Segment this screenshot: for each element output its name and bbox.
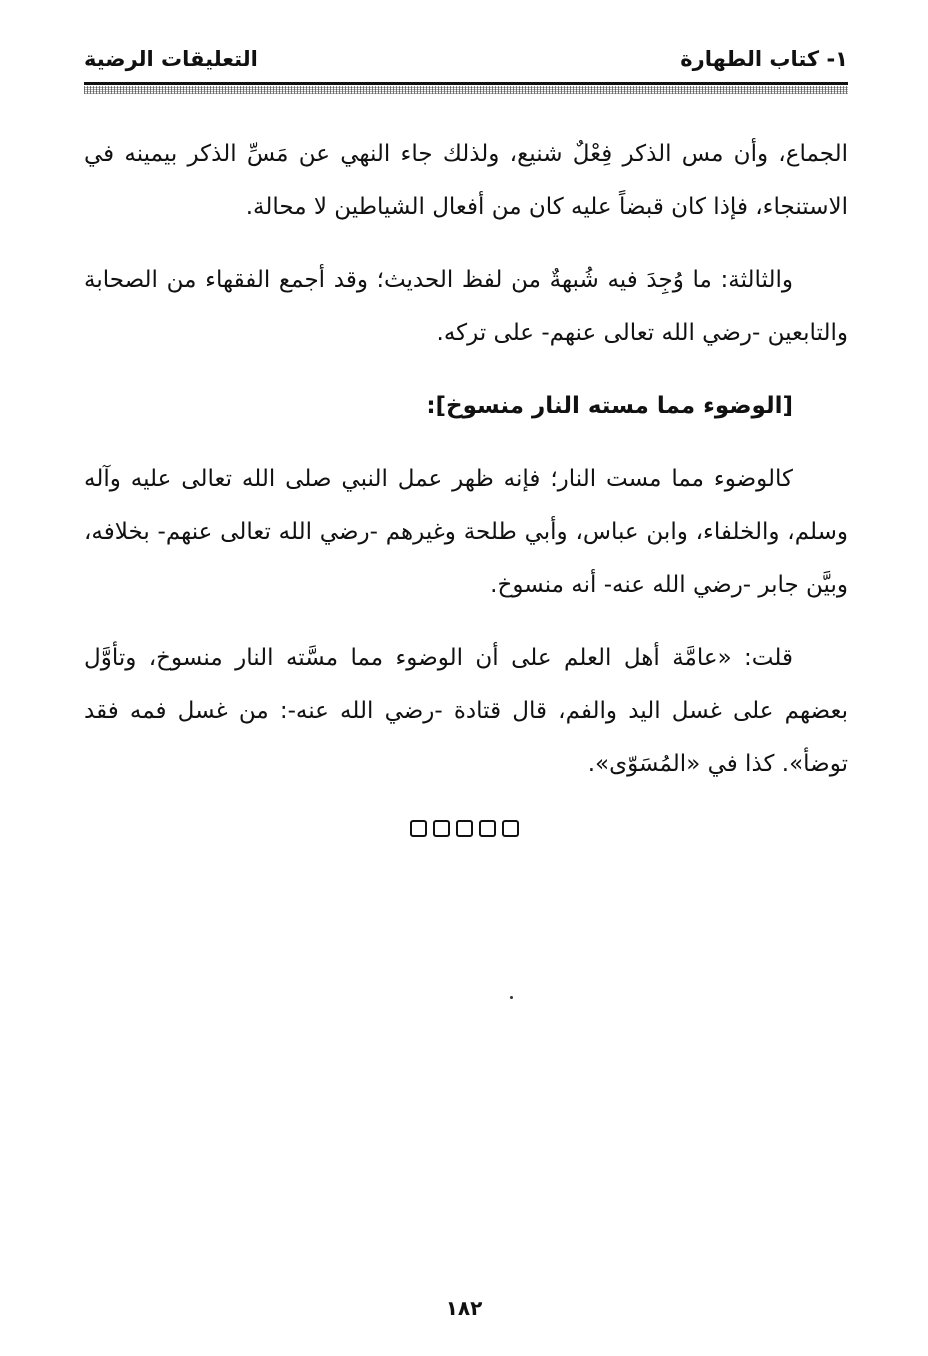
chapter-title: ١- كتاب الطهارة <box>680 47 848 71</box>
separator-square-icon <box>456 820 473 837</box>
paragraph-continuation: الجماع، وأن مس الذكر فِعْلٌ شنيع، ولذلك جاء النهي عن مَسِّ الذكر بيمينه في الاستنجاء، فإذا كان قبضاً عليه كان من أفعال الشياطين لا محالة. <box>84 141 848 220</box>
separator-square-icon <box>410 820 427 837</box>
separator-square-icon <box>433 820 450 837</box>
page-body <box>84 128 848 811</box>
running-header <box>84 40 848 76</box>
section-heading: [الوضوء مما مسته النار منسوخ]: <box>426 393 793 419</box>
header-rule <box>84 82 848 85</box>
paragraph-third-point: والثالثة: ما وُجِدَ فيه شُبهةٌ من لفظ الحديث؛ وقد أجمع الفقهاء من الصحابة والتابعين -رضي الله تعالى عنهم- على تركه. <box>84 267 848 346</box>
book-title: التعليقات الرضية <box>84 47 258 71</box>
scan-speck <box>510 996 513 999</box>
header-rule-shading <box>84 86 848 94</box>
separator-square-icon <box>502 820 519 837</box>
paragraph-abrogation: كالوضوء مما مست النار؛ فإنه ظهر عمل النبي صلى الله تعالى عليه وآله وسلم، والخلفاء، وابن عباس، وأبي طلحة وغيرهم -رضي الله تعالى عنهم- بخلافه، وبيَّن جابر -رضي الله عنه- أنه منسوخ. <box>84 466 848 598</box>
paragraph-author-note: قلت: «عامَّة أهل العلم على أن الوضوء مما مسَّته النار منسوخ، وتأوَّل بعضهم على غسل اليد والفم، قال قتادة -رضي الله عنه-: من غسل فمه فقد توضأ». كذا في «المُسَوّى». <box>84 645 848 777</box>
page-number: ١٨٢ <box>445 1296 483 1320</box>
section-separator <box>0 820 928 841</box>
separator-square-icon <box>479 820 496 837</box>
